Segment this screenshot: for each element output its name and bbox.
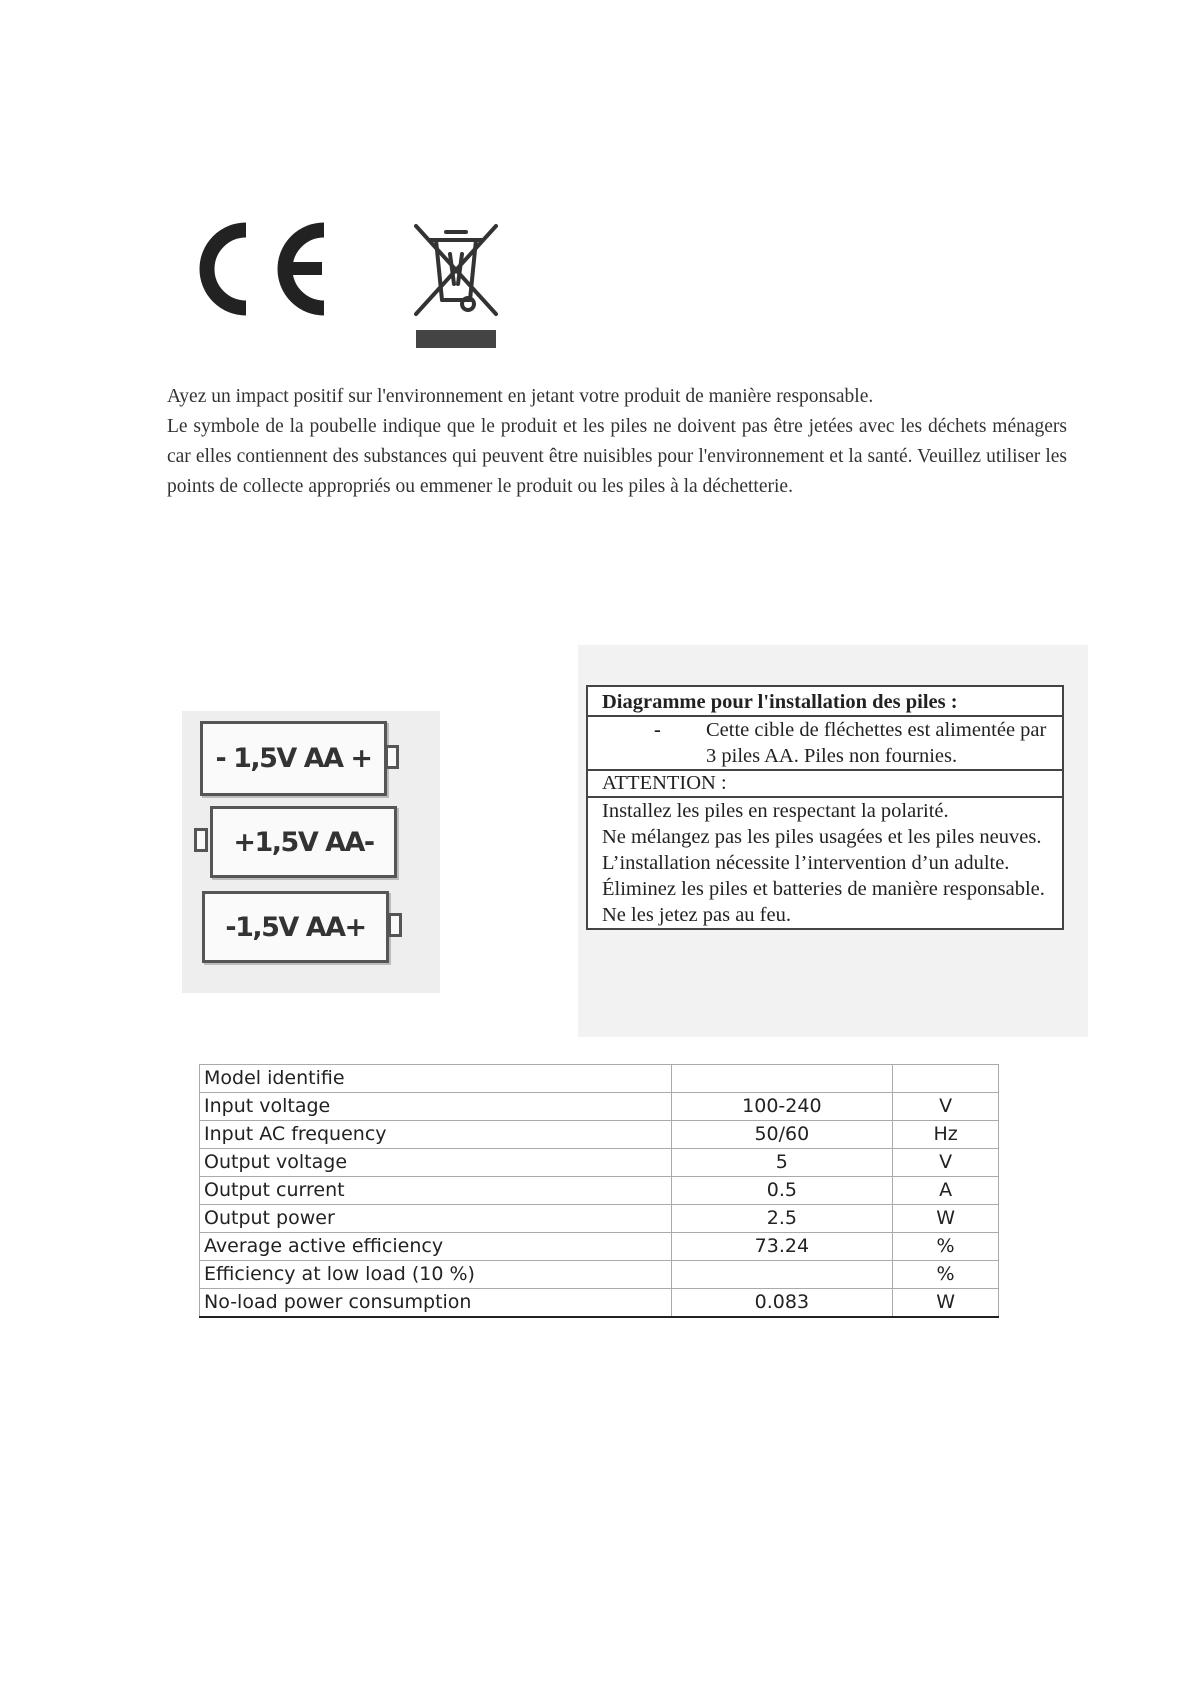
battery-diagram bbox=[182, 711, 440, 993]
spec-label: No-load power consumption bbox=[200, 1289, 672, 1318]
spec-label: Output voltage bbox=[200, 1149, 672, 1177]
battery-1 bbox=[200, 721, 387, 796]
spec-value bbox=[671, 1065, 893, 1093]
table-row bbox=[200, 1205, 999, 1233]
battery-3-label: -1,5V AA+ bbox=[225, 911, 366, 943]
table-row bbox=[200, 1233, 999, 1261]
spec-value: 0.083 bbox=[671, 1289, 893, 1318]
attention-list bbox=[588, 798, 1062, 928]
spec-unit: W bbox=[893, 1289, 999, 1318]
spec-label: Output power bbox=[200, 1205, 672, 1233]
spec-label: Efficiency at low load (10 %) bbox=[200, 1261, 672, 1289]
ce-mark-icon bbox=[196, 218, 332, 320]
attention-item: L’installation nécessite l’intervention d’un adulte. bbox=[602, 852, 1010, 874]
spec-label: Average active efficiency bbox=[200, 1233, 672, 1261]
battery-2-terminal bbox=[194, 828, 208, 852]
table-row bbox=[200, 1121, 999, 1149]
install-note-text: Cette cible de fléchettes est alimentée par 3 piles AA. Piles non fournies. bbox=[706, 719, 1047, 767]
table-row bbox=[200, 1289, 999, 1318]
spec-label: Input voltage bbox=[200, 1093, 672, 1121]
power-spec-table bbox=[199, 1064, 999, 1318]
install-note bbox=[588, 717, 1062, 771]
table-row bbox=[200, 1177, 999, 1205]
spec-unit: Hz bbox=[893, 1121, 999, 1149]
battery-2 bbox=[210, 806, 397, 878]
spec-value: 50/60 bbox=[671, 1121, 893, 1149]
install-instructions-box bbox=[586, 685, 1064, 930]
spec-unit: % bbox=[893, 1233, 999, 1261]
spec-value: 0.5 bbox=[671, 1177, 893, 1205]
battery-1-label: - 1,5V AA + bbox=[215, 743, 372, 774]
spec-value bbox=[671, 1261, 893, 1289]
install-title: Diagramme pour l'installation des piles : bbox=[588, 687, 1062, 717]
spec-value: 5 bbox=[671, 1149, 893, 1177]
attention-item: Ne les jetez pas au feu. bbox=[602, 904, 791, 926]
disposal-notice-paragraph: Le symbole de la poubelle indique que le produit et les piles ne doivent pas être jetées avec les déchets ménagers car elles contiennent des substances qui peuvent être nuisibles pour l'environnement et la santé. Veuillez utiliser les points de collecte appropriés ou emmener le produit ou les piles à la déchetterie. bbox=[167, 416, 1067, 497]
weee-crossed-bin-icon bbox=[410, 222, 502, 350]
table-row bbox=[200, 1149, 999, 1177]
table-row bbox=[200, 1261, 999, 1289]
battery-3-terminal bbox=[388, 913, 402, 937]
attention-item: Éliminez les piles et batteries de manière responsable. bbox=[602, 878, 1045, 900]
spec-label: Model identifie bbox=[200, 1065, 672, 1093]
install-instructions-panel bbox=[578, 645, 1088, 1037]
table-row bbox=[200, 1065, 999, 1093]
attention-heading: ATTENTION : bbox=[588, 771, 1062, 798]
spec-unit: A bbox=[893, 1177, 999, 1205]
battery-1-terminal bbox=[385, 745, 399, 769]
spec-unit: V bbox=[893, 1093, 999, 1121]
attention-item: Installez les piles en respectant la polarité. bbox=[602, 800, 949, 822]
spec-label: Output current bbox=[200, 1177, 672, 1205]
disposal-notice bbox=[167, 382, 1067, 502]
spec-unit: V bbox=[893, 1149, 999, 1177]
spec-value: 2.5 bbox=[671, 1205, 893, 1233]
spec-value: 100-240 bbox=[671, 1093, 893, 1121]
spec-unit: % bbox=[893, 1261, 999, 1289]
battery-3 bbox=[202, 891, 389, 963]
spec-unit: W bbox=[893, 1205, 999, 1233]
table-row bbox=[200, 1093, 999, 1121]
spec-value: 73.24 bbox=[671, 1233, 893, 1261]
spec-label: Input AC frequency bbox=[200, 1121, 672, 1149]
spec-unit bbox=[893, 1065, 999, 1093]
install-note-dash: - bbox=[654, 719, 661, 741]
battery-2-label: +1,5V AA- bbox=[233, 826, 374, 858]
disposal-notice-line1: Ayez un impact positif sur l'environnement en jetant votre produit de manière responsable. bbox=[167, 386, 874, 407]
attention-item: Ne mélangez pas les piles usagées et les piles neuves. bbox=[602, 826, 1042, 848]
